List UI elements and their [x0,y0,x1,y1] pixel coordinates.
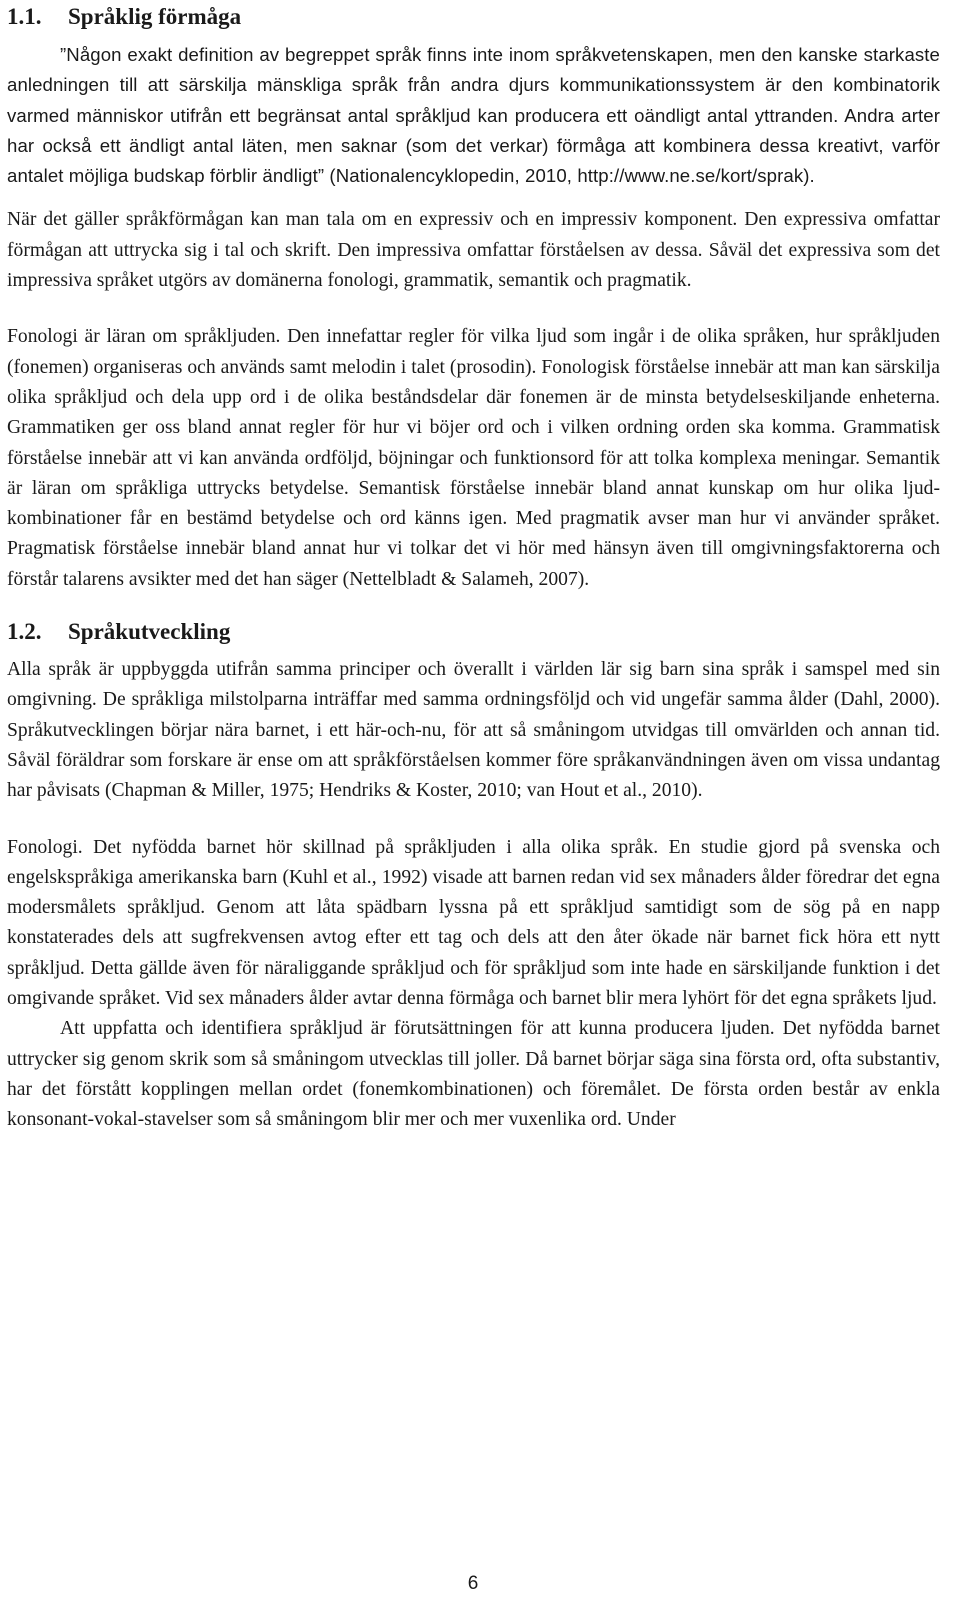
section-heading-1-1 [7,2,940,32]
document-page [7,0,940,1136]
section-number: 1.1. [7,4,42,29]
paragraph-phonology-infants: Fonologi. Det nyfödda barnet hör skillnad på språkljuden i alla olika språk. En studie gjord på svenska och engelskspråkiga amerikanska barn (Kuhl et al., 1992) visade att barnen redan vid sex månaders ålder föredrar det egna modersmålets språkljud. Genom att låta spädbarn lyssna på ett språkljud samtidigt som de sög på en napp konstaterades dels att sugfrekvensen avtog efter ett tag och dels att den åter ökade när barnet fick höra ett nytt språkljud. Detta gällde även för näraliggande språkljud och för språkljud som inte hade en särskiljande funktion i det omgivande språket. Vid sex månaders ålder avtar denna förmåga och barnet blir mera lyhört för det egna språkets ljud. [7,836,940,1010]
section-number: 1.2. [7,619,42,645]
section-heading-1-2 [7,617,940,647]
paragraph-language-components: När det gäller språkförmågan kan man tala om en expressiv och en impressiv komponent. Den expressiva omfattar förmågan att uttrycka sig i tal och skrift. Den impressiva omfattar förståelsen av dessa. Såväl det expressiva som det impressiva språket utgörs av domänerna fonologi, grammatik, semantik och pragmatik. [7,209,940,292]
paragraph-phonology-production: Att uppfatta och identifiera språkljud är förutsättningen för att kunna producera ljuden. Det nyfödda barnet uttrycker sig genom skrik som så småningom utvecklas till joller. Då barnet börjar säga sina första ord, ofta substantiv, har det förstått kopplingen mellan ordet (fonemkombinationen) och föremålet. De första orden består av enkla konsonant-vokal-stavelser som så småningom blir mer och mer vuxenlika ord. Under [7,1018,940,1131]
paragraph-language-development: Alla språk är uppbyggda utifrån samma principer och överallt i världen lär sig barn sina språk i samspel med sin omgivning. De språkliga milstolparna inträffar med samma ordningsföljd och vid ungefär samma ålder (Dahl, 2000). Språkutvecklingen börjar nära barnet, i ett här-och-nu, för att så småningom utvidgas till omvärlden och annan tid. Såväl föräldrar som forskare är ense om att språkförståelsen kommer före språkanvändningen även om vissa undantag har påvisats (Chapman & Miller, 1975; Hendriks & Koster, 2010; van Hout et al., 2010). [7,659,940,802]
encyclopedia-quote: ”Någon exakt definition av begreppet språk finns inte inom språkvetenskapen, men den kanske starkaste anledningen till att särskilja mänskliga språk från andra djurs kommunikationssystem är den kombinatorik varmed människor utifrån ett begränsat antal språkljud kan producera ett oändligt antal yttranden. Andra arter har också ett ändligt antal läten, men saknar (som det verkar) förmåga att kombinera dessa kreativt, varför antalet möjliga budskap förblir ändligt” (Nationalencyklopedin, 2010, http://www.ne.se/kort/sprak). [7,44,940,187]
paragraph-language-domains: Fonologi är läran om språkljuden. Den innefattar regler för vilka ljud som ingår i de olika språken, hur språkljuden (fonemen) organiseras och används samt melodin i talet (prosodin). Fonologisk förståelse innebär att man kan särskilja olika språkljud och dela upp ord i de olika beståndsdelar där fonemen är de minsta betydelseskiljande enheterna. Grammatiken ger oss bland annat regler för hur vi böjer ord och i vilken ordning orden ska komma. Grammatisk förståelse innebär att vi kan använda ordföljd, böjningar och funktionsord för att tolka komplexa meningar. Semantik är läran om språkliga uttrycks betydelse. Semantisk förståelse innebär bland annat kunskap om hur olika ljud-kombinationer får en bestämd betydelse och ord känns igen. Med pragmatik avser man hur vi använder språket. Pragmatisk förståelse innebär bland annat hur vi tolkar det vi hör med hänsyn även till omgivningsfaktorerna och förstår talarens avsikter med det han säger (Nettelbladt & Salameh, 2007). [7,326,940,590]
section-title: Språklig förmåga [68,4,242,29]
section-title: Språkutveckling [68,619,231,645]
page-number: 6 [467,1573,479,1594]
